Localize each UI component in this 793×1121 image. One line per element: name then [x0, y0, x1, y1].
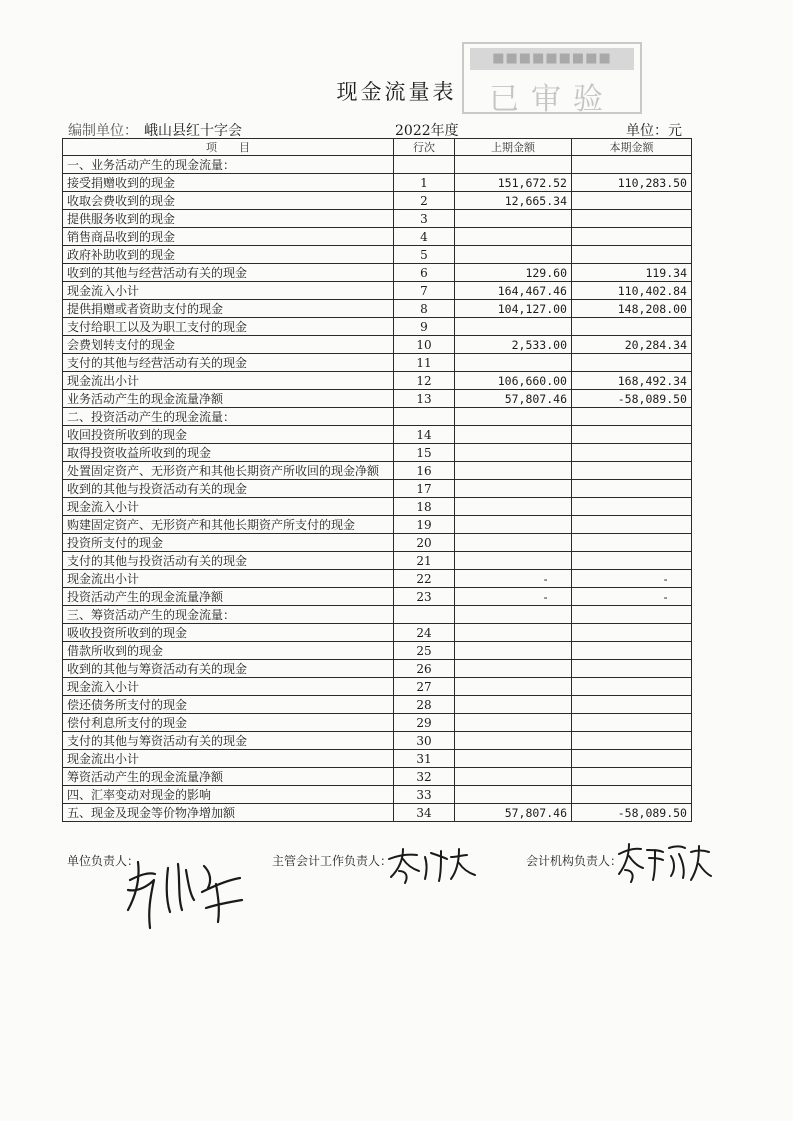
row-prev-amount [455, 768, 572, 786]
row-line-number: 4 [394, 228, 455, 246]
row-prev-amount: - [455, 570, 572, 588]
row-line-number: 1 [394, 174, 455, 192]
row-prev-amount [455, 426, 572, 444]
table-row [63, 426, 692, 444]
row-curr-amount: -58,089.50 [572, 804, 692, 822]
table-row [63, 462, 692, 480]
row-curr-amount: -58,089.50 [572, 390, 692, 408]
org-label: 编制单位： [68, 123, 138, 139]
row-line-number: 10 [394, 336, 455, 354]
row-line-number: 21 [394, 552, 455, 570]
row-line-number: 34 [394, 804, 455, 822]
table-row [63, 732, 692, 750]
row-prev-amount: 106,660.00 [455, 372, 572, 390]
row-curr-amount [572, 354, 692, 372]
row-item-name: 现金流入小计 [63, 498, 394, 516]
col-header-prev: 上期金额 [455, 139, 572, 156]
table-row [63, 408, 692, 426]
row-prev-amount [455, 714, 572, 732]
table-row [63, 246, 692, 264]
table-row [63, 192, 692, 210]
table-row [63, 264, 692, 282]
table-row [63, 516, 692, 534]
report-year: 2022年度 [395, 123, 459, 139]
row-prev-amount: 12,665.34 [455, 192, 572, 210]
currency-unit: 单位：元 [626, 123, 682, 139]
table-row [63, 534, 692, 552]
org-line [68, 120, 242, 140]
table-row [63, 336, 692, 354]
row-prev-amount: 151,672.52 [455, 174, 572, 192]
row-line-number: 25 [394, 642, 455, 660]
row-curr-amount [572, 750, 692, 768]
row-item-name: 筹资活动产生的现金流量净额 [63, 768, 394, 786]
row-item-name: 五、现金及现金等价物净增加额 [63, 804, 394, 822]
row-item-name: 支付给职工以及为职工支付的现金 [63, 318, 394, 336]
row-prev-amount [455, 408, 572, 426]
row-curr-amount: 110,402.84 [572, 282, 692, 300]
row-item-name: 提供捐赠或者资助支付的现金 [63, 300, 394, 318]
row-curr-amount [572, 660, 692, 678]
table-row [63, 804, 692, 822]
row-item-name: 现金流入小计 [63, 282, 394, 300]
row-curr-amount: 119.34 [572, 264, 692, 282]
table-row [63, 282, 692, 300]
table-row [63, 714, 692, 732]
row-line-number: 9 [394, 318, 455, 336]
cash-flow-table [62, 138, 692, 822]
row-line-number [394, 156, 455, 174]
stamp-line-2: 已审验 [489, 82, 615, 117]
row-line-number: 24 [394, 624, 455, 642]
row-item-name: 支付的其他与投资活动有关的现金 [63, 552, 394, 570]
row-line-number [394, 606, 455, 624]
row-prev-amount [455, 534, 572, 552]
row-curr-amount [572, 732, 692, 750]
row-curr-amount [572, 534, 692, 552]
row-prev-amount [455, 228, 572, 246]
row-item-name: 现金流入小计 [63, 678, 394, 696]
row-line-number: 15 [394, 444, 455, 462]
row-curr-amount [572, 552, 692, 570]
row-item-name: 吸收投资所收到的现金 [63, 624, 394, 642]
row-prev-amount [455, 516, 572, 534]
row-line-number: 22 [394, 570, 455, 588]
row-prev-amount [455, 318, 572, 336]
row-line-number: 31 [394, 750, 455, 768]
table-row [63, 642, 692, 660]
row-line-number: 2 [394, 192, 455, 210]
row-line-number: 29 [394, 714, 455, 732]
row-line-number: 23 [394, 588, 455, 606]
row-curr-amount [572, 498, 692, 516]
row-item-name: 购建固定资产、无形资产和其他长期资产所支付的现金 [63, 516, 394, 534]
row-prev-amount [455, 156, 572, 174]
row-item-name: 借款所收到的现金 [63, 642, 394, 660]
row-line-number: 11 [394, 354, 455, 372]
row-curr-amount [572, 318, 692, 336]
table-row [63, 786, 692, 804]
row-curr-amount [572, 228, 692, 246]
row-curr-amount [572, 768, 692, 786]
unit-head-label: 单位负责人： [67, 854, 140, 868]
row-line-number: 32 [394, 768, 455, 786]
row-line-number: 26 [394, 660, 455, 678]
row-line-number: 5 [394, 246, 455, 264]
table-row [63, 372, 692, 390]
row-item-name: 收到的其他与投资活动有关的现金 [63, 480, 394, 498]
table-row [63, 174, 692, 192]
row-item-name: 现金流出小计 [63, 750, 394, 768]
accounting-head-label: 会计机构负责人： [526, 854, 623, 868]
table-row [63, 660, 692, 678]
table-row [63, 444, 692, 462]
row-curr-amount [572, 642, 692, 660]
table-row [63, 768, 692, 786]
row-item-name: 三、筹资活动产生的现金流量： [63, 606, 394, 624]
row-curr-amount [572, 408, 692, 426]
table-row [63, 300, 692, 318]
row-curr-amount [572, 192, 692, 210]
row-prev-amount: 164,467.46 [455, 282, 572, 300]
row-item-name: 提供服务收到的现金 [63, 210, 394, 228]
row-item-name: 收到的其他与筹资活动有关的现金 [63, 660, 394, 678]
col-header-curr: 本期金额 [572, 139, 692, 156]
row-item-name: 投资所支付的现金 [63, 534, 394, 552]
row-curr-amount [572, 480, 692, 498]
row-item-name: 二、投资活动产生的现金流量： [63, 408, 394, 426]
row-curr-amount: 20,284.34 [572, 336, 692, 354]
row-item-name: 投资活动产生的现金流量净额 [63, 588, 394, 606]
row-prev-amount [455, 786, 572, 804]
row-curr-amount: - [572, 588, 692, 606]
row-prev-amount [455, 480, 572, 498]
row-item-name: 业务活动产生的现金流量净额 [63, 390, 394, 408]
row-curr-amount [572, 210, 692, 228]
table-row [63, 750, 692, 768]
row-line-number [394, 408, 455, 426]
table-row [63, 552, 692, 570]
row-curr-amount [572, 696, 692, 714]
row-line-number: 3 [394, 210, 455, 228]
row-item-name: 销售商品收到的现金 [63, 228, 394, 246]
row-item-name: 现金流出小计 [63, 570, 394, 588]
row-curr-amount [572, 624, 692, 642]
row-prev-amount [455, 462, 572, 480]
row-curr-amount [572, 714, 692, 732]
row-prev-amount [455, 732, 572, 750]
page-title: 现金流量表 [336, 80, 457, 104]
row-prev-amount [455, 498, 572, 516]
org-name: 峨山县红十字会 [144, 123, 242, 139]
table-row [63, 606, 692, 624]
table-row [63, 156, 692, 174]
row-line-number: 13 [394, 390, 455, 408]
row-prev-amount [455, 696, 572, 714]
row-line-number: 14 [394, 426, 455, 444]
row-line-number: 12 [394, 372, 455, 390]
stamp-line-1: ■■■■■■■■■ [470, 48, 634, 70]
row-line-number: 33 [394, 786, 455, 804]
row-prev-amount [455, 354, 572, 372]
row-item-name: 支付的其他与筹资活动有关的现金 [63, 732, 394, 750]
row-prev-amount [455, 444, 572, 462]
row-prev-amount: 104,127.00 [455, 300, 572, 318]
table-row [63, 624, 692, 642]
table-row [63, 318, 692, 336]
row-curr-amount [572, 606, 692, 624]
table-row [63, 696, 692, 714]
row-curr-amount [572, 786, 692, 804]
table-row [63, 498, 692, 516]
col-header-line: 行次 [394, 139, 455, 156]
row-item-name: 收到的其他与经营活动有关的现金 [63, 264, 394, 282]
row-prev-amount [455, 246, 572, 264]
row-prev-amount: 129.60 [455, 264, 572, 282]
table-row [63, 210, 692, 228]
row-item-name: 政府补助收到的现金 [63, 246, 394, 264]
row-curr-amount [572, 156, 692, 174]
accounting-supervisor-signature [385, 845, 480, 885]
row-item-name: 偿还债务所支付的现金 [63, 696, 394, 714]
row-prev-amount [455, 210, 572, 228]
row-curr-amount [572, 516, 692, 534]
table-row [63, 570, 692, 588]
table-row [63, 390, 692, 408]
row-prev-amount [455, 552, 572, 570]
row-item-name: 现金流出小计 [63, 372, 394, 390]
row-item-name: 会费划转支付的现金 [63, 336, 394, 354]
table-row [63, 228, 692, 246]
row-line-number: 28 [394, 696, 455, 714]
row-curr-amount [572, 462, 692, 480]
row-line-number: 27 [394, 678, 455, 696]
accounting-supervisor-label: 主管会计工作负责人： [272, 854, 393, 868]
row-curr-amount [572, 246, 692, 264]
row-prev-amount: 57,807.46 [455, 804, 572, 822]
row-item-name: 收取会费收到的现金 [63, 192, 394, 210]
col-header-item: 项 目 [63, 139, 394, 156]
table-row [63, 588, 692, 606]
row-line-number: 6 [394, 264, 455, 282]
table-row [63, 480, 692, 498]
row-line-number: 30 [394, 732, 455, 750]
table-row [63, 678, 692, 696]
row-item-name: 一、业务活动产生的现金流量： [63, 156, 394, 174]
row-item-name: 收回投资所收到的现金 [63, 426, 394, 444]
row-line-number: 17 [394, 480, 455, 498]
row-line-number: 19 [394, 516, 455, 534]
unit-head-signature [120, 850, 260, 935]
row-item-name: 处置固定资产、无形资产和其他长期资产所收回的现金净额 [63, 462, 394, 480]
row-item-name: 四、汇率变动对现金的影响 [63, 786, 394, 804]
row-prev-amount: - [455, 588, 572, 606]
row-curr-amount: 148,208.00 [572, 300, 692, 318]
row-prev-amount: 57,807.46 [455, 390, 572, 408]
row-prev-amount [455, 642, 572, 660]
row-curr-amount [572, 678, 692, 696]
row-line-number: 18 [394, 498, 455, 516]
row-curr-amount [572, 444, 692, 462]
row-prev-amount [455, 606, 572, 624]
row-curr-amount: - [572, 570, 692, 588]
row-line-number: 16 [394, 462, 455, 480]
row-curr-amount: 168,492.34 [572, 372, 692, 390]
accounting-head-signature [615, 840, 715, 885]
row-line-number: 20 [394, 534, 455, 552]
row-prev-amount [455, 624, 572, 642]
row-prev-amount [455, 660, 572, 678]
row-line-number: 7 [394, 282, 455, 300]
row-item-name: 偿付利息所支付的现金 [63, 714, 394, 732]
row-curr-amount: 110,283.50 [572, 174, 692, 192]
row-curr-amount [572, 426, 692, 444]
row-item-name: 取得投资收益所收到的现金 [63, 444, 394, 462]
row-item-name: 支付的其他与经营活动有关的现金 [63, 354, 394, 372]
row-prev-amount: 2,533.00 [455, 336, 572, 354]
row-item-name: 接受捐赠收到的现金 [63, 174, 394, 192]
row-prev-amount [455, 678, 572, 696]
row-prev-amount [455, 750, 572, 768]
row-line-number: 8 [394, 300, 455, 318]
table-header-row [63, 139, 692, 156]
table-row [63, 354, 692, 372]
